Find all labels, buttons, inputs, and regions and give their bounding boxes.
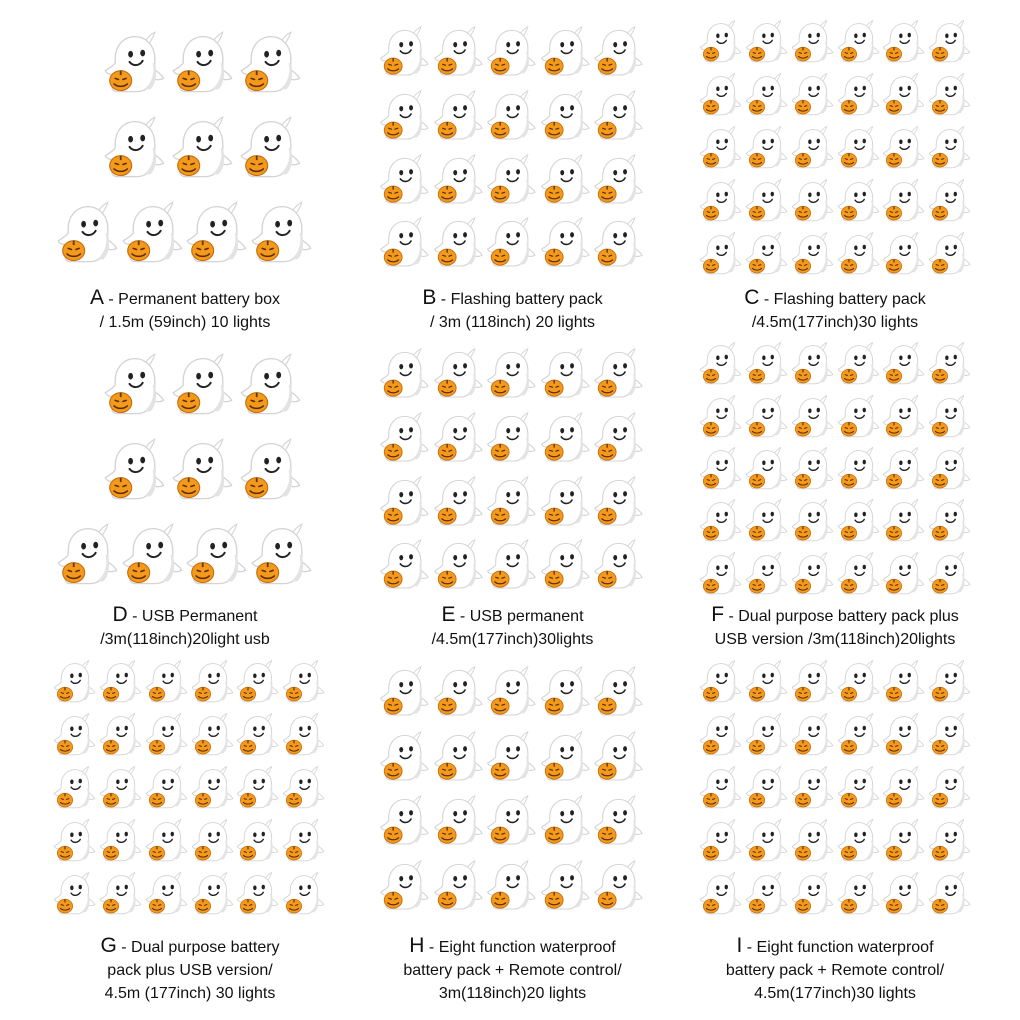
ghost-light-icon [881,551,927,597]
ghost-light-icon [432,216,486,270]
ghost-light-icon [378,153,432,207]
ghost-light-icon [744,551,790,597]
ghost-light-icon [836,125,882,171]
ghost-light-icon [144,712,190,758]
variant-letter: C [744,286,760,309]
ghost-light-icon [485,794,539,848]
ghost-light-icon [836,659,882,705]
ghost-light-icon [790,498,836,544]
ghost-light-icon [790,712,836,758]
caption-c: C - Flashing battery pack /4.5m(177inch)30 lights [670,286,1000,334]
ghost-light-icon [52,871,98,917]
ghost-light-icon [102,437,168,503]
ghost-light-icon [592,730,646,784]
ghost-light-icon [927,19,973,65]
ghost-light-icon [927,871,973,917]
ghost-light-icon [238,115,304,181]
variant-letter: D [112,603,128,626]
caption-line-1: Eight function waterproof [438,939,616,956]
caption-line-2: /4.5m(177inch)30 lights [751,314,919,331]
ghost-light-icon [790,551,836,597]
ghost-light-icon [744,446,790,492]
ghost-light-icon [927,551,973,597]
ghost-light-icon [790,659,836,705]
ghost-light-icon [52,818,98,864]
ghost-light-icon [881,125,927,171]
ghost-light-icon [881,498,927,544]
ghost-light-icon [539,347,593,401]
ghost-light-icon [836,712,882,758]
ghost-light-icon [190,818,236,864]
ghost-light-icon [927,341,973,387]
ghost-light-icon [881,231,927,277]
ghost-light-icon [378,730,432,784]
ghost-light-icon [836,178,882,224]
ghost-light-icon [881,712,927,758]
ghost-light-icon [927,125,973,171]
ghost-light-icon [927,394,973,440]
variant-letter: F [711,603,725,626]
panel-h-image [378,660,646,918]
ghost-light-icon [238,352,304,418]
ghost-light-icon [744,659,790,705]
ghost-light-icon [184,522,250,588]
ghost-light-icon [432,25,486,79]
ghost-light-icon [790,818,836,864]
caption-line-1: Permanent battery box [118,291,281,308]
ghost-light-icon [539,153,593,207]
ghost-light-icon [281,659,327,705]
caption-b: B - Flashing battery pack / 3m (118inch) 20 lights [345,286,680,334]
caption-i: I - Eight function waterproof battery pack + Remote control/ 4.5m(177inch)30 lights [670,934,1000,1005]
ghost-light-icon [378,538,432,592]
variant-letter: B [422,286,437,309]
ghost-light-icon [592,411,646,465]
ghost-light-icon [539,859,593,913]
ghost-light-icon [432,538,486,592]
ghost-light-icon [485,665,539,719]
ghost-light-icon [836,231,882,277]
ghost-light-icon [927,659,973,705]
ghost-light-icon [790,178,836,224]
ghost-light-icon [190,659,236,705]
ghost-light-icon [249,200,315,266]
ghost-light-icon [98,659,144,705]
ghost-light-icon [170,437,236,503]
ghost-light-icon [432,153,486,207]
ghost-light-icon [432,89,486,143]
ghost-light-icon [52,712,98,758]
variant-letter: E [441,603,456,626]
ghost-light-icon [744,72,790,118]
ghost-light-icon [485,411,539,465]
ghost-light-icon [432,475,486,529]
panel-d-image [55,342,315,597]
ghost-light-icon [790,446,836,492]
ghost-light-icon [836,19,882,65]
caption-line-1: Dual purpose battery [131,939,280,956]
ghost-light-icon [539,216,593,270]
ghost-light-icon [881,178,927,224]
caption-line-1: Dual purpose battery pack plus [738,608,959,625]
ghost-light-icon [539,25,593,79]
ghost-light-icon [235,818,281,864]
ghost-light-icon [432,347,486,401]
ghost-light-icon [698,659,744,705]
ghost-light-icon [881,659,927,705]
caption-line-2: pack plus USB version/ [107,962,273,979]
ghost-light-icon [927,765,973,811]
ghost-light-icon [170,115,236,181]
ghost-light-icon [52,765,98,811]
caption-e: E - USB permanent /4.5m(177inch)30lights [345,603,680,651]
ghost-light-icon [836,341,882,387]
ghost-light-icon [927,712,973,758]
ghost-light-icon [485,216,539,270]
ghost-light-icon [55,522,121,588]
ghost-light-icon [592,25,646,79]
caption-g: G - Dual purpose battery pack plus USB version/ 4.5m (177inch) 30 lights [25,934,355,1005]
ghost-light-icon [485,538,539,592]
ghost-light-icon [698,19,744,65]
ghost-light-icon [592,216,646,270]
ghost-light-icon [881,818,927,864]
ghost-light-icon [592,347,646,401]
panel-e-image [378,342,646,597]
ghost-light-icon [836,765,882,811]
ghost-light-icon [698,446,744,492]
ghost-light-icon [485,89,539,143]
ghost-light-icon [485,347,539,401]
ghost-light-icon [698,818,744,864]
ghost-light-icon [790,231,836,277]
ghost-light-icon [744,394,790,440]
ghost-light-icon [249,522,315,588]
ghost-light-icon [170,30,236,96]
ghost-light-icon [592,538,646,592]
ghost-light-icon [235,712,281,758]
ghost-light-icon [836,818,882,864]
ghost-light-icon [927,178,973,224]
ghost-light-icon [790,341,836,387]
ghost-light-icon [485,153,539,207]
ghost-light-icon [485,859,539,913]
ghost-light-icon [98,712,144,758]
ghost-light-icon [235,765,281,811]
caption-line-2: battery pack + Remote control/ [725,962,945,979]
ghost-light-icon [698,231,744,277]
ghost-light-icon [698,178,744,224]
ghost-light-icon [744,765,790,811]
ghost-light-icon [539,665,593,719]
ghost-light-icon [790,19,836,65]
caption-line-3: 4.5m (177inch) 30 lights [104,985,276,1002]
ghost-light-icon [378,216,432,270]
ghost-light-icon [190,712,236,758]
ghost-light-icon [184,200,250,266]
ghost-light-icon [281,818,327,864]
ghost-light-icon [744,19,790,65]
caption-line-1: USB Permanent [141,608,258,625]
ghost-light-icon [698,765,744,811]
caption-line-2: battery pack + Remote control/ [403,962,622,979]
ghost-light-icon [592,475,646,529]
panel-c-image [698,15,973,280]
ghost-light-icon [698,72,744,118]
caption-line-1: Eight function waterproof [756,939,934,956]
ghost-light-icon [144,871,190,917]
ghost-light-icon [170,352,236,418]
ghost-light-icon [238,30,304,96]
ghost-light-icon [485,25,539,79]
ghost-light-icon [698,551,744,597]
ghost-light-icon [592,89,646,143]
variant-letter: G [100,934,117,957]
ghost-light-icon [744,341,790,387]
ghost-light-icon [744,818,790,864]
caption-h: H - Eight function waterproof battery pack + Remote control/ 3m(118inch)20 lights [345,934,680,1005]
ghost-light-icon [836,446,882,492]
ghost-light-icon [102,352,168,418]
ghost-light-icon [881,871,927,917]
ghost-light-icon [744,498,790,544]
caption-d: D - USB Permanent /3m(118inch)20light usb [20,603,350,651]
ghost-light-icon [235,871,281,917]
ghost-light-icon [592,794,646,848]
ghost-light-icon [744,178,790,224]
caption-line-1: Flashing battery pack [450,291,603,308]
ghost-light-icon [98,818,144,864]
ghost-light-icon [592,859,646,913]
ghost-light-icon [432,411,486,465]
ghost-light-icon [539,538,593,592]
ghost-light-icon [235,659,281,705]
ghost-light-icon [790,765,836,811]
ghost-light-icon [378,347,432,401]
ghost-light-icon [432,730,486,784]
ghost-light-icon [539,730,593,784]
ghost-light-icon [432,794,486,848]
ghost-light-icon [144,765,190,811]
ghost-light-icon [698,498,744,544]
ghost-light-icon [881,19,927,65]
ghost-light-icon [927,498,973,544]
ghost-light-icon [378,794,432,848]
ghost-light-icon [790,72,836,118]
ghost-light-icon [881,394,927,440]
ghost-light-icon [927,72,973,118]
ghost-light-icon [55,200,121,266]
panel-a-image [55,20,315,275]
ghost-light-icon [378,665,432,719]
caption-line-2: / 3m (118inch) 20 lights [429,314,596,331]
ghost-light-icon [744,871,790,917]
ghost-light-icon [539,475,593,529]
ghost-light-icon [790,125,836,171]
ghost-light-icon [790,871,836,917]
ghost-light-icon [836,394,882,440]
ghost-light-icon [485,475,539,529]
ghost-light-icon [432,859,486,913]
ghost-light-icon [539,89,593,143]
caption-line-2: USB version /3m(118inch)20lights [714,631,956,648]
ghost-light-icon [432,665,486,719]
ghost-light-icon [238,437,304,503]
caption-line-2: / 1.5m (59inch) 10 lights [99,314,271,331]
ghost-light-icon [744,125,790,171]
variant-letter: H [409,934,425,957]
ghost-light-icon [378,25,432,79]
ghost-light-icon [836,498,882,544]
caption-line-2: /3m(118inch)20light usb [100,631,270,648]
ghost-light-icon [592,153,646,207]
panel-i-image [698,655,973,920]
ghost-light-icon [927,231,973,277]
ghost-light-icon [698,871,744,917]
ghost-light-icon [744,231,790,277]
ghost-light-icon [836,72,882,118]
ghost-light-icon [790,394,836,440]
ghost-light-icon [120,200,186,266]
caption-f: F - Dual purpose battery pack plus USB version /3m(118inch)20lights [660,603,1010,651]
caption-line-2: /4.5m(177inch)30lights [431,631,594,648]
ghost-light-icon [378,411,432,465]
panel-f-image [698,338,973,600]
ghost-light-icon [144,659,190,705]
ghost-light-icon [698,394,744,440]
ghost-light-icon [881,446,927,492]
panel-b-image [378,20,646,275]
ghost-light-icon [539,411,593,465]
ghost-light-icon [744,712,790,758]
ghost-light-icon [881,765,927,811]
panel-g-image [52,655,327,920]
ghost-light-icon [98,871,144,917]
ghost-light-icon [378,859,432,913]
ghost-light-icon [698,341,744,387]
variant-letter: A [89,286,104,309]
ghost-light-icon [281,871,327,917]
ghost-light-icon [98,765,144,811]
ghost-light-icon [281,765,327,811]
ghost-light-icon [836,551,882,597]
ghost-light-icon [698,712,744,758]
ghost-light-icon [378,475,432,529]
ghost-light-icon [836,871,882,917]
ghost-light-icon [120,522,186,588]
ghost-light-icon [144,818,190,864]
ghost-light-icon [698,125,744,171]
ghost-light-icon [881,72,927,118]
ghost-light-icon [190,765,236,811]
ghost-light-icon [102,115,168,181]
ghost-light-icon [281,712,327,758]
ghost-light-icon [927,818,973,864]
ghost-light-icon [927,446,973,492]
ghost-light-icon [592,665,646,719]
ghost-light-icon [539,794,593,848]
ghost-light-icon [190,871,236,917]
variant-letter: I [736,934,743,957]
ghost-light-icon [52,659,98,705]
caption-a: A - Permanent battery box / 1.5m (59inch) 10 lights [20,286,350,334]
caption-line-1: Flashing battery pack [773,291,926,308]
ghost-light-icon [102,30,168,96]
caption-line-3: 3m(118inch)20 lights [438,985,587,1002]
caption-line-3: 4.5m(177inch)30 lights [754,985,916,1002]
ghost-light-icon [485,730,539,784]
caption-line-1: USB permanent [469,608,584,625]
ghost-light-icon [881,341,927,387]
ghost-light-icon [378,89,432,143]
